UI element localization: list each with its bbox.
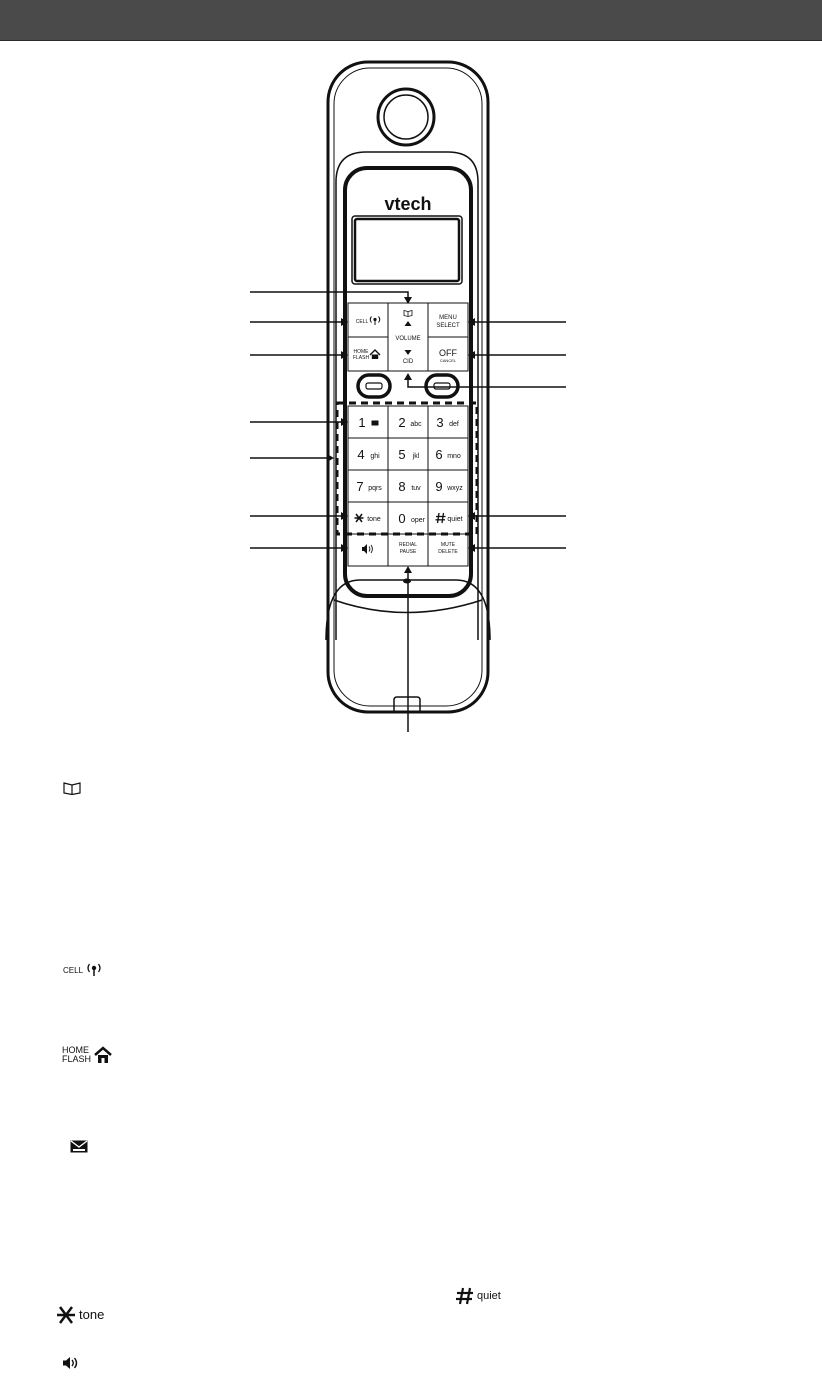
pause-label: PAUSE xyxy=(399,549,417,555)
key-9-letters: wxyz xyxy=(447,485,463,492)
redial-pause-key[interactable] xyxy=(399,542,417,555)
legend-star-tone xyxy=(56,1305,104,1325)
lcd-screen xyxy=(355,219,459,281)
voicemail-envelope-icon xyxy=(372,421,379,426)
earpiece xyxy=(378,89,434,145)
delete-label: DELETE xyxy=(438,549,458,555)
key-0-digit: 0 xyxy=(398,511,406,526)
key-5-digit: 5 xyxy=(398,447,406,462)
key-3-letters: def xyxy=(449,421,459,428)
home-key-label: HOME xyxy=(353,349,369,355)
key-6-digit: 6 xyxy=(435,447,443,462)
key-1-digit: 1 xyxy=(358,415,366,430)
house-icon xyxy=(94,1046,112,1064)
key-4-letters: ghi xyxy=(370,453,380,460)
brand-logo: vtech xyxy=(384,194,432,214)
legend-tone-label: tone xyxy=(79,1307,105,1322)
legend-pound-quiet xyxy=(456,1287,501,1305)
legend-home-label: HOME xyxy=(62,1045,89,1055)
key-8-digit: 8 xyxy=(398,479,406,494)
key-6-letters: mno xyxy=(447,453,461,460)
volume-label: VOLUME xyxy=(395,336,421,342)
cancel-label: CANCEL xyxy=(439,358,457,363)
key-2-letters: abc xyxy=(410,421,422,428)
legend-cell-label: CELL xyxy=(63,965,84,975)
legend-cell xyxy=(63,963,102,977)
legend-flash-label: FLASH xyxy=(62,1054,92,1064)
key-5-letters: jkl xyxy=(412,453,420,460)
legend-quiet-label: quiet xyxy=(477,1290,501,1302)
book-icon xyxy=(63,781,81,795)
key-2-digit: 2 xyxy=(398,415,406,430)
envelope-icon xyxy=(70,1140,88,1153)
key-pound-letters: quiet xyxy=(447,516,463,523)
key-3-digit: 3 xyxy=(436,415,444,430)
flash-key-label: FLASH xyxy=(352,355,370,361)
key-7-letters: pqrs xyxy=(368,485,382,492)
legend-home-flash xyxy=(62,1046,112,1064)
redial-label: REDIAL xyxy=(398,542,418,548)
key-0-letters: oper xyxy=(410,517,426,524)
off-label: OFF xyxy=(439,348,457,358)
legend-speaker xyxy=(62,1356,80,1370)
speaker-icon xyxy=(62,1356,80,1370)
cell-key-label: CELL xyxy=(355,319,369,325)
key-4-digit: 4 xyxy=(357,447,365,462)
end-button[interactable] xyxy=(426,375,458,397)
key-7-digit: 7 xyxy=(356,479,364,494)
menu-label: MENU xyxy=(439,315,457,321)
key-star-letters: tone xyxy=(367,516,381,523)
off-cancel-key[interactable] xyxy=(439,348,457,363)
talk-button[interactable] xyxy=(358,375,390,397)
asterisk-icon xyxy=(56,1305,76,1325)
cid-label: CID xyxy=(402,359,414,365)
key-9-digit: 9 xyxy=(435,479,443,494)
mute-label: MUTE xyxy=(440,542,456,548)
legend-voicemail xyxy=(70,1140,88,1153)
legend-directory xyxy=(63,781,81,795)
microphone-hole xyxy=(403,579,411,584)
cell-signal-icon xyxy=(86,963,102,977)
select-label: SELECT xyxy=(436,323,460,329)
key-8-letters: tuv xyxy=(411,485,421,492)
pound-icon xyxy=(456,1287,474,1305)
legend-home-flash-text xyxy=(62,1046,91,1064)
